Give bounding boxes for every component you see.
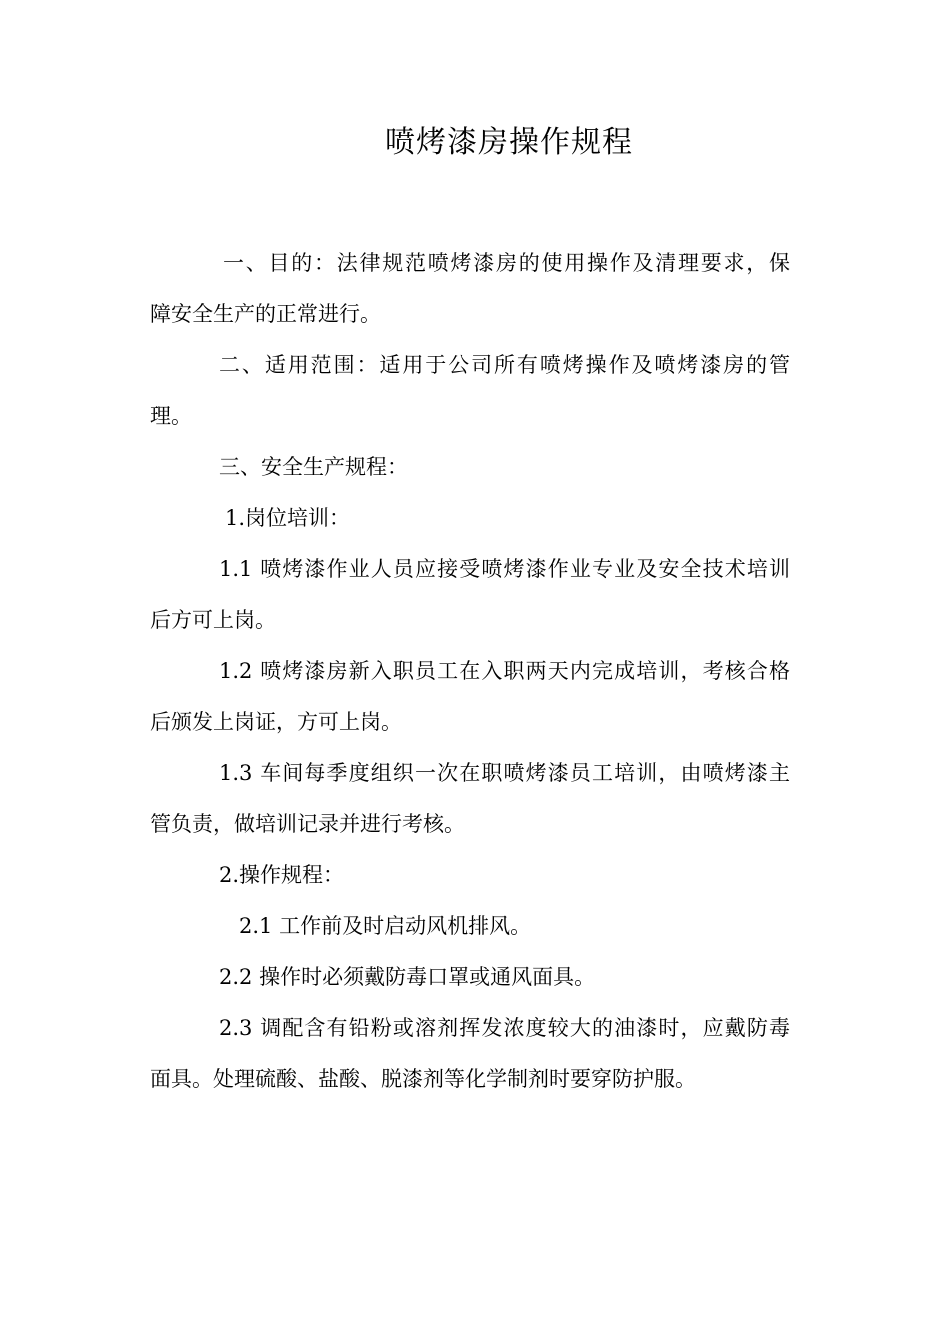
- paragraph-line: 三、安全生产规程：: [219, 455, 408, 479]
- paragraph-line: 后方可上岗。: [150, 608, 276, 632]
- paragraph-line: 1.2 喷烤漆房新入职员工在入职两天内完成培训，考核合格: [219, 659, 790, 683]
- paragraph-line: 障安全生产的正常进行。: [150, 302, 381, 326]
- paragraph-line: 面具。处理硫酸、盐酸、脱漆剂等化学制剂时要穿防护服。: [150, 1067, 696, 1091]
- paragraph-line: 后颁发上岗证，方可上岗。: [150, 710, 402, 734]
- paragraph-line: 二、适用范围：适用于公司所有喷烤操作及喷烤漆房的管: [219, 353, 790, 377]
- paragraph-line: 2.1 工作前及时启动风机排风。: [239, 914, 532, 938]
- paragraph-line: 2.3 调配含有铅粉或溶剂挥发浓度较大的油漆时，应戴防毒: [219, 1016, 790, 1040]
- document-body: [150, 238, 790, 1105]
- paragraph-line: 1.1 喷烤漆作业人员应接受喷烤漆作业专业及安全技术培训: [219, 557, 790, 581]
- paragraph-line: 一、目的：法律规范喷烤漆房的使用操作及清理要求，保: [223, 251, 790, 275]
- paragraph-line: 管负责，做培训记录并进行考核。: [150, 812, 465, 836]
- document-title: 喷烤漆房操作规程: [385, 125, 633, 160]
- paragraph-line: 2.2 操作时必须戴防毒口罩或通风面具。: [219, 965, 596, 989]
- paragraph-line: 理。: [150, 404, 192, 428]
- paragraph-line: 1.岗位培训：: [225, 506, 351, 530]
- paragraph-line: 2.操作规程：: [219, 863, 345, 887]
- paragraph-line: 1.3 车间每季度组织一次在职喷烤漆员工培训，由喷烤漆主: [219, 761, 790, 785]
